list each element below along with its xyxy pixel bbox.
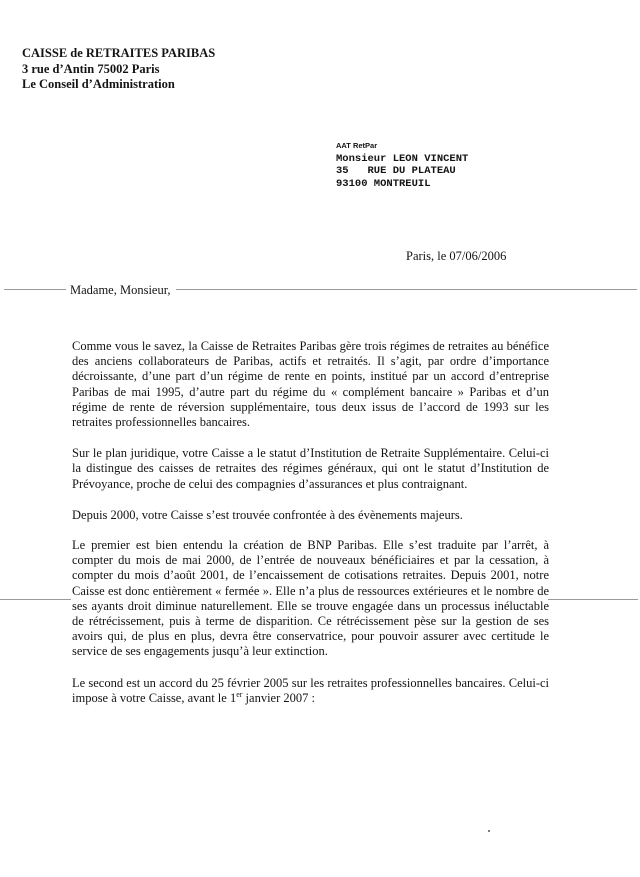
scan-line-left [0, 599, 71, 600]
second-event-text: Le second est un accord du 25 février 2005 sur les retraites professionnelles bancaires. Celui-ci impose à votre Caisse, avant le 1 [72, 675, 549, 705]
paragraph-events: Depuis 2000, votre Caisse s’est trouvée confrontée à des évènements majeurs. [72, 507, 463, 522]
ordinal-superscript: er [236, 689, 243, 699]
sender-department: Le Conseil d’Administration [22, 77, 175, 91]
salutation: Madame, Monsieur, [70, 283, 171, 297]
sender-organization: CAISSE de RETRAITES PARIBAS [22, 46, 216, 60]
sender-block [22, 46, 215, 93]
recipient-name: Monsieur LEON VINCENT [336, 152, 469, 165]
letter-date: Paris, le 07/06/2006 [406, 249, 507, 263]
letter-body [72, 339, 549, 722]
recipient-reference: AAT RetPar [336, 141, 378, 150]
recipient-city: 93100 MONTREUIL [336, 177, 431, 190]
paragraph-regimes: Comme vous le savez, la Caisse de Retraites Paribas gère trois régimes de retraites au bénéfice des anciens collaborateurs de Paribas, actifs et retraités. Il s’agit, par ordre d’importance décroissante, d’une part d’un régime de rente en points, institué par un accord d’entreprise Paribas de mai 1995, d’autre part du régime du « complément bancaire » Paribas et d’un régime de rente de réversion supplémentaire, tous deux issus de l’accord de 1993 sur les retraites professionnelles bancaires. [72, 339, 549, 430]
sender-address: 3 rue d’Antin 75002 Paris [22, 61, 160, 76]
scan-speck [488, 830, 490, 832]
second-event-tail: janvier 2007 : [242, 690, 315, 705]
fold-mark-right [176, 289, 637, 290]
paragraph-second-event [72, 676, 549, 706]
paragraph-legal-status: Sur le plan juridique, votre Caisse a le statut d’Institution de Retraite Supplémentaire. Celui-ci la distingue des caisses de retraites des régimes généraux, qui ont le statut d’Institution de Prévoyance, proche de celui des compagnies d’assurances et plus contraignant. [72, 446, 549, 491]
fold-mark-left [4, 289, 66, 290]
scan-line-right [548, 599, 638, 600]
recipient-block [336, 140, 468, 190]
paragraph-first-event: Le premier est bien entendu la création de BNP Paribas. Elle s’est traduite par l’arrêt, à compter du mois de mai 2000, de l’entrée de nouveaux bénéficiaires et par la cessation, à compter du mois d’août 2001, de l’encaissement de cotisations retraites. Depuis 2001, notre Caisse est donc entièrement « fermée ». Elle n’a plus de ressources extérieures et le nombre de ses ayants droit diminue naturellement. Elle se trouve engagée dans un processus inéluctable de rétrécissement, puis à terme de disparition. Ce rétrécissement pèse sur la gestion de ses avoirs qui, de plus en plus, devra être conservatrice, pour pouvoir assurer avec certitude le service de ses engagements jusqu’à leur extinction. [72, 538, 549, 659]
recipient-street: 35 RUE DU PLATEAU [336, 165, 456, 177]
